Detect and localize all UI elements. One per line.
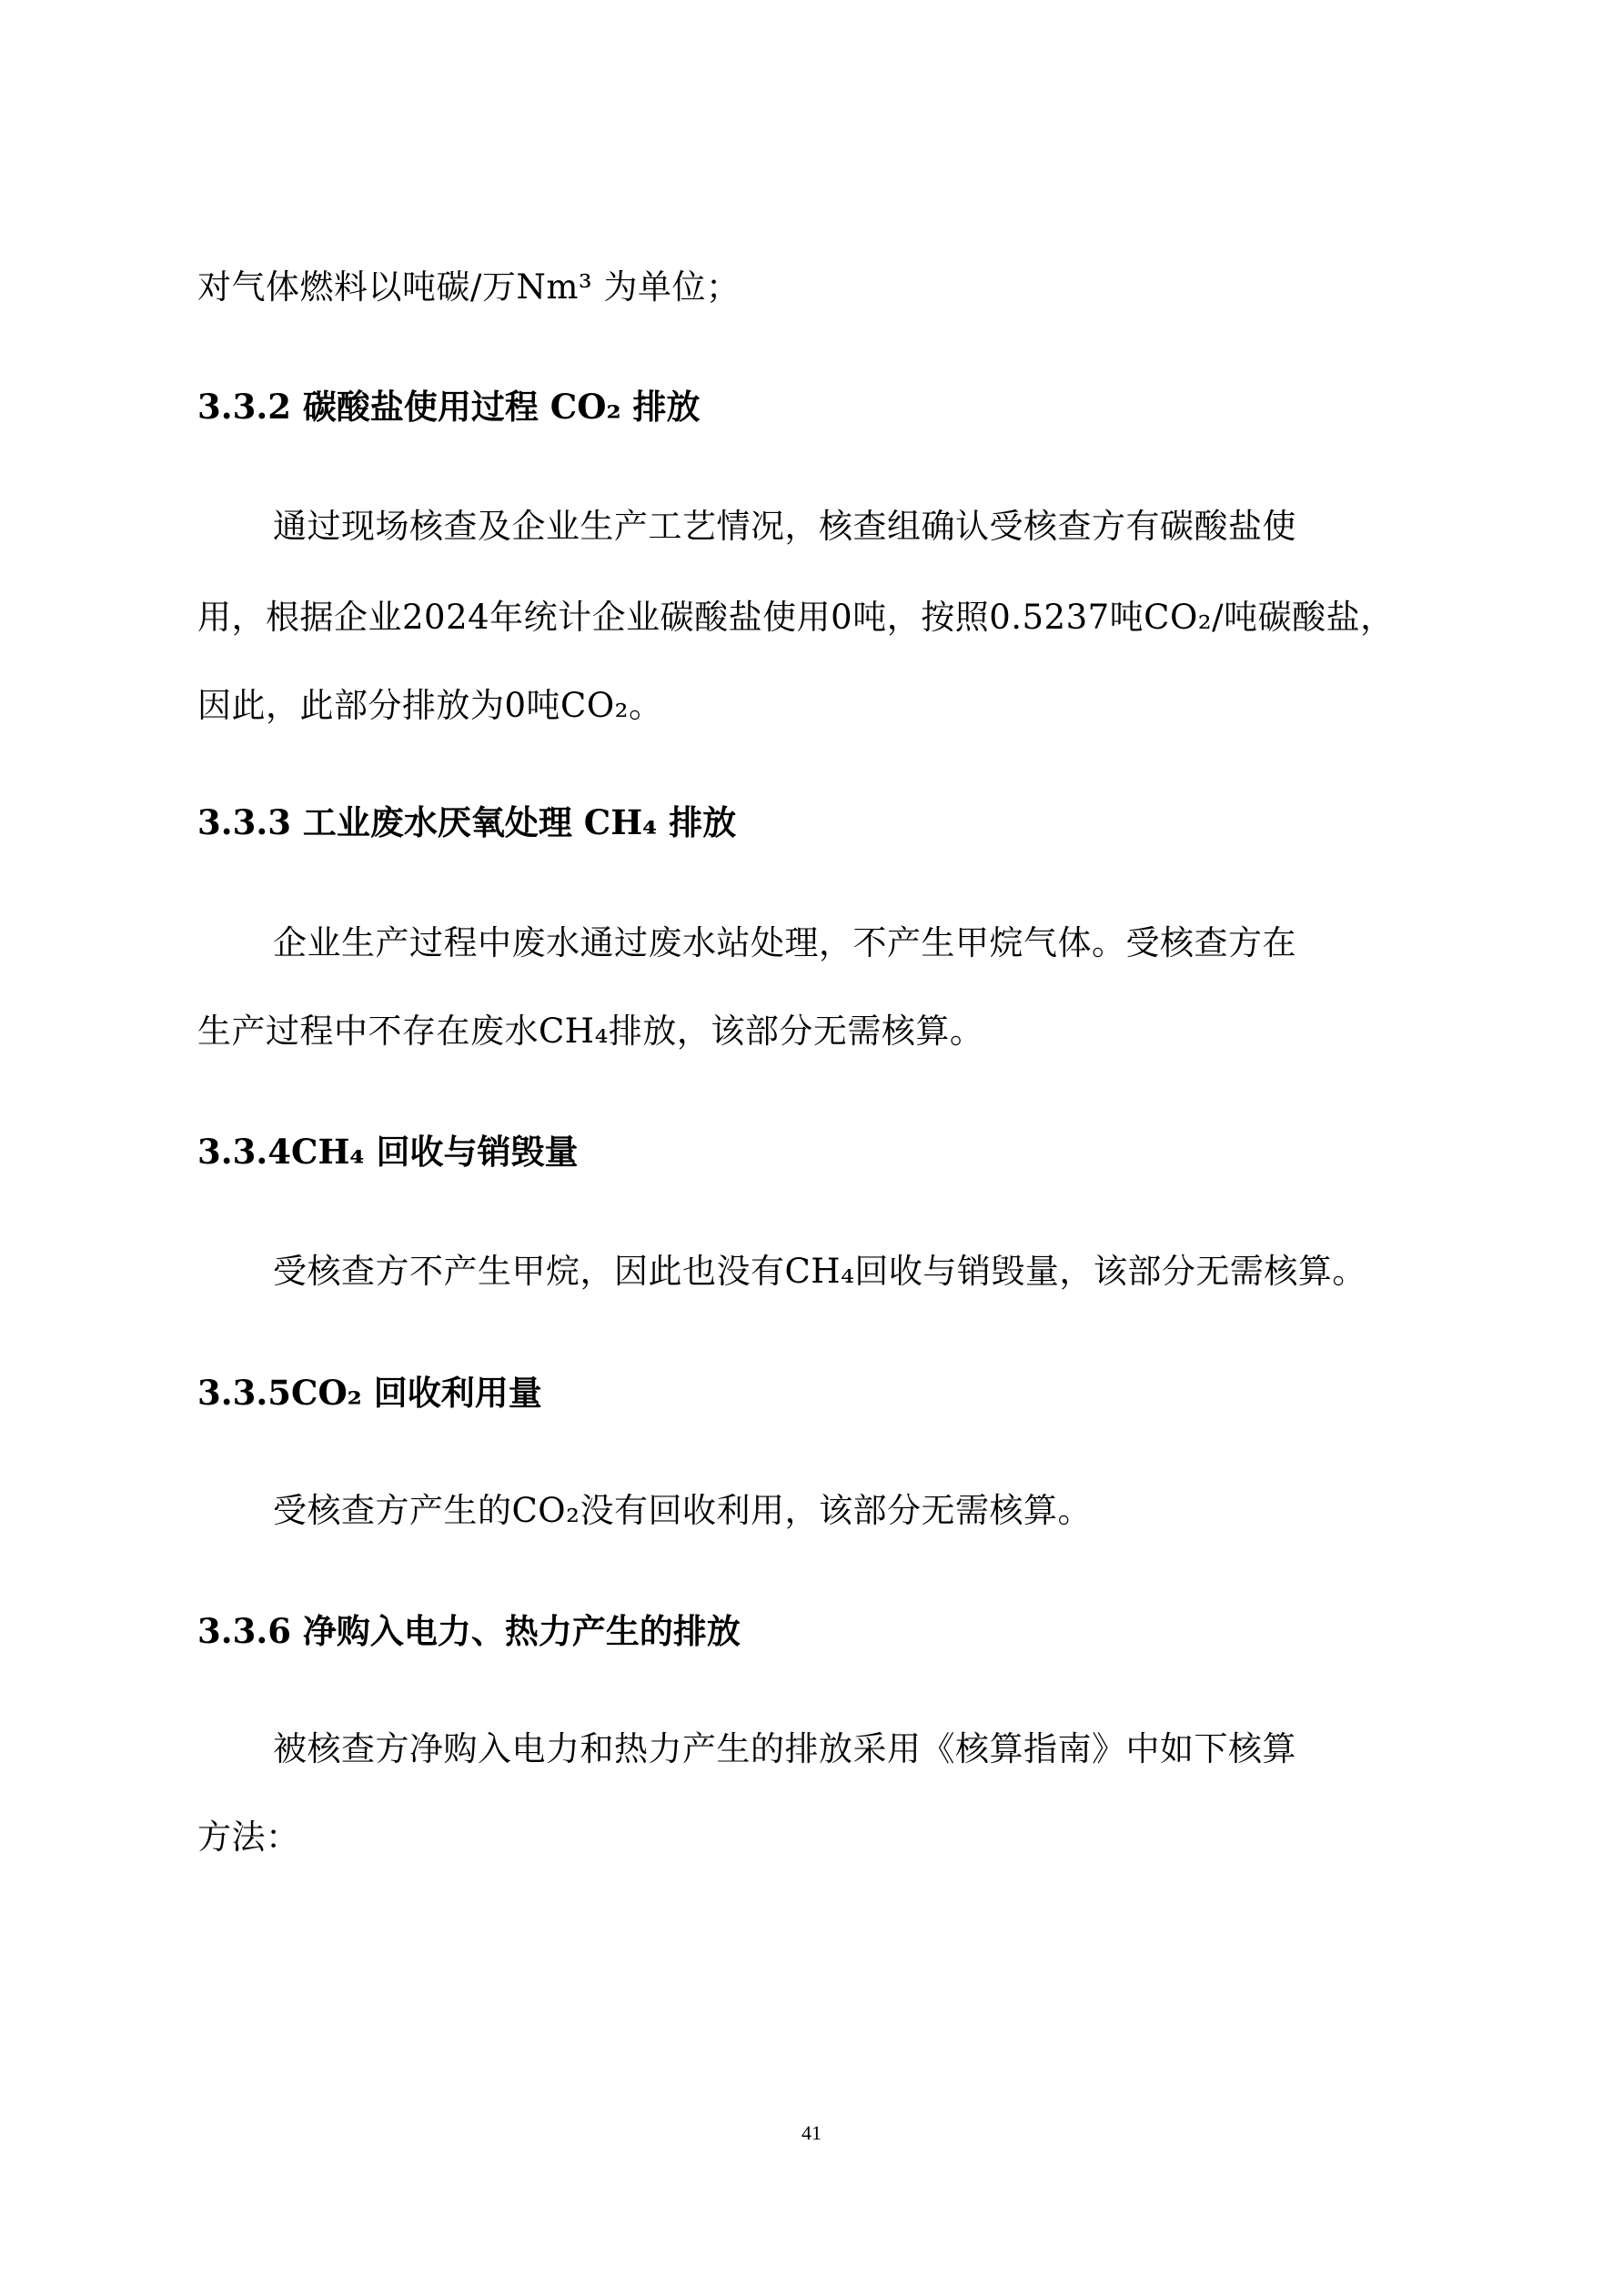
paragraph-line: 通过现场核查及企业生产工艺情况，核查组确认受核查方有碳酸盐使 <box>273 507 1296 546</box>
paragraph-line: 受核查方不产生甲烷，因此也没有CH₄回收与销毁量，该部分无需核算。 <box>273 1252 1366 1291</box>
paragraph-line: 因此，此部分排放为0吨CO₂。 <box>197 686 663 725</box>
page-number: 41 <box>801 2121 822 2144</box>
section-heading-3-3-4: 3.3.4CH₄ 回收与销毁量 <box>197 1132 579 1172</box>
paragraph-line: 企业生产过程中废水通过废水站处理，不产生甲烷气体。受核查方在 <box>273 923 1296 962</box>
intro-line: 对气体燃料以吨碳/万Nm³ 为单位； <box>197 267 741 307</box>
paragraph-line: 生产过程中不存在废水CH₄排放，该部分无需核算。 <box>197 1012 984 1051</box>
paragraph-line: 用，根据企业2024年统计企业碳酸盐使用0吨，按照0.5237吨CO₂/吨碳酸盐， <box>197 598 1395 637</box>
section-heading-3-3-3: 3.3.3 工业废水厌氧处理 CH₄ 排放 <box>197 802 737 842</box>
paragraph-line: 受核查方产生的CO₂没有回收利用，该部分无需核算。 <box>273 1491 1092 1530</box>
paragraph-line: 方法： <box>197 1818 300 1857</box>
section-heading-3-3-6: 3.3.6 净购入电力、热力产生的排放 <box>197 1611 741 1651</box>
section-heading-3-3-2: 3.3.2 碳酸盐使用过程 CO₂ 排放 <box>197 387 701 427</box>
paragraph-line: 被核查方净购入电力和热力产生的排放采用《核算指南》中如下核算 <box>273 1729 1296 1768</box>
section-heading-3-3-5: 3.3.5CO₂ 回收利用量 <box>197 1373 542 1413</box>
